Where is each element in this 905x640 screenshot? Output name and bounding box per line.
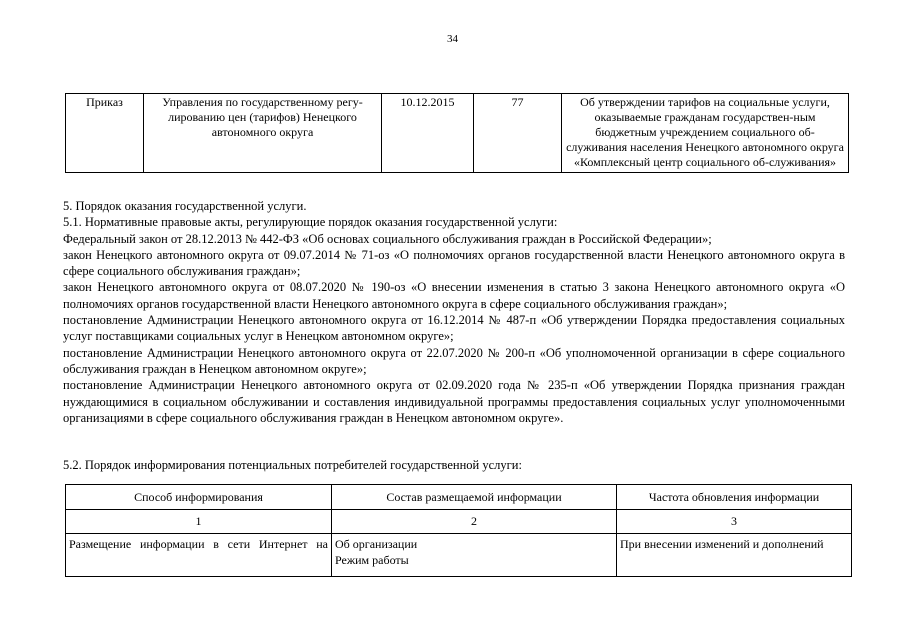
date-cell: 10.12.2015 (382, 94, 474, 173)
issuer-cell: Управления по государственному регу-лированию цен (тарифов) Ненецкого автономного округа (144, 94, 382, 173)
regulatory-acts-table (65, 93, 849, 173)
doc-type-cell: Приказ (66, 94, 144, 173)
section-5-heading: 5. Порядок оказания государственной услуги. (63, 199, 307, 213)
column-number: 3 (617, 510, 852, 534)
act-item: постановление Администрации Ненецкого автономного округа от 16.12.2014 № 487-п «Об утверждении Порядка предоставления социальных услуг поставщиками социальных услуг в Ненецком автономном округе»; (63, 313, 845, 344)
content-cell (332, 534, 617, 577)
column-header: Состав размещаемой информации (332, 485, 617, 510)
column-number-row (66, 510, 852, 534)
method-cell: Размещение информации в сети Интернет на (66, 534, 332, 577)
act-item: Федеральный закон от 28.12.2013 № 442-ФЗ «Об основах социального обслуживания граждан в Российской Федерации»; (63, 231, 712, 246)
section-5-text (63, 198, 845, 426)
section-5-1-heading: 5.1. Нормативные правовые акты, регулирующие порядок оказания государственной услуги: (63, 215, 558, 230)
act-item: закон Ненецкого автономного округа от 09.07.2014 № 71-оз «О полномочиях органов государственной власти Ненецкого автономного округа в сфере социального обслуживания граждан»; (63, 247, 845, 279)
column-number: 1 (66, 510, 332, 534)
content-line: Об организации (335, 537, 418, 551)
column-number: 2 (332, 510, 617, 534)
table-row (66, 534, 852, 577)
title-cell: Об утверждении тарифов на социальные услуги, оказываемые гражданам государствен-ным бюджетным учреждением социального об-служивания населения Ненецкого автономного округа «Комплексный центр социального об-служивания» (562, 94, 849, 173)
frequency-cell: При внесении изменений и дополнений (617, 534, 852, 577)
number-cell: 77 (474, 94, 562, 173)
content-line: Режим работы (335, 553, 409, 567)
section-5-2-heading: 5.2. Порядок информирования потенциальных потребителей государственной услуги: (63, 458, 522, 472)
information-methods-table (65, 484, 852, 577)
table-header-row (66, 485, 852, 510)
act-item: постановление Администрации Ненецкого автономного округа от 02.09.2020 года № 235-п «Об утверждении Порядка признания граждан нуждающимися в социальном обслуживании и составления индивидуальной программы предоставления социальных услуг уполномоченными организациями в сфере социального обслуживания граждан в Ненецком автономном округе». (63, 378, 845, 425)
act-item: закон Ненецкого автономного округа от 08.07.2020 № 190-оз «О внесении изменения в статью 3 закона Ненецкого автономного округа «О полномочиях органов государственной власти Ненецкого автономного округа в сфере социального обслуживания граждан»; (63, 280, 845, 311)
table-row (66, 94, 849, 173)
act-item: постановление Администрации Ненецкого автономного округа от 22.07.2020 № 200-п «Об уполномоченной организации в сфере социального обслуживания граждан в Ненецком автономном округе»; (63, 345, 845, 376)
column-header: Частота обновления информации (617, 485, 852, 510)
page-number: 34 (447, 33, 458, 45)
column-header: Способ информирования (66, 485, 332, 510)
